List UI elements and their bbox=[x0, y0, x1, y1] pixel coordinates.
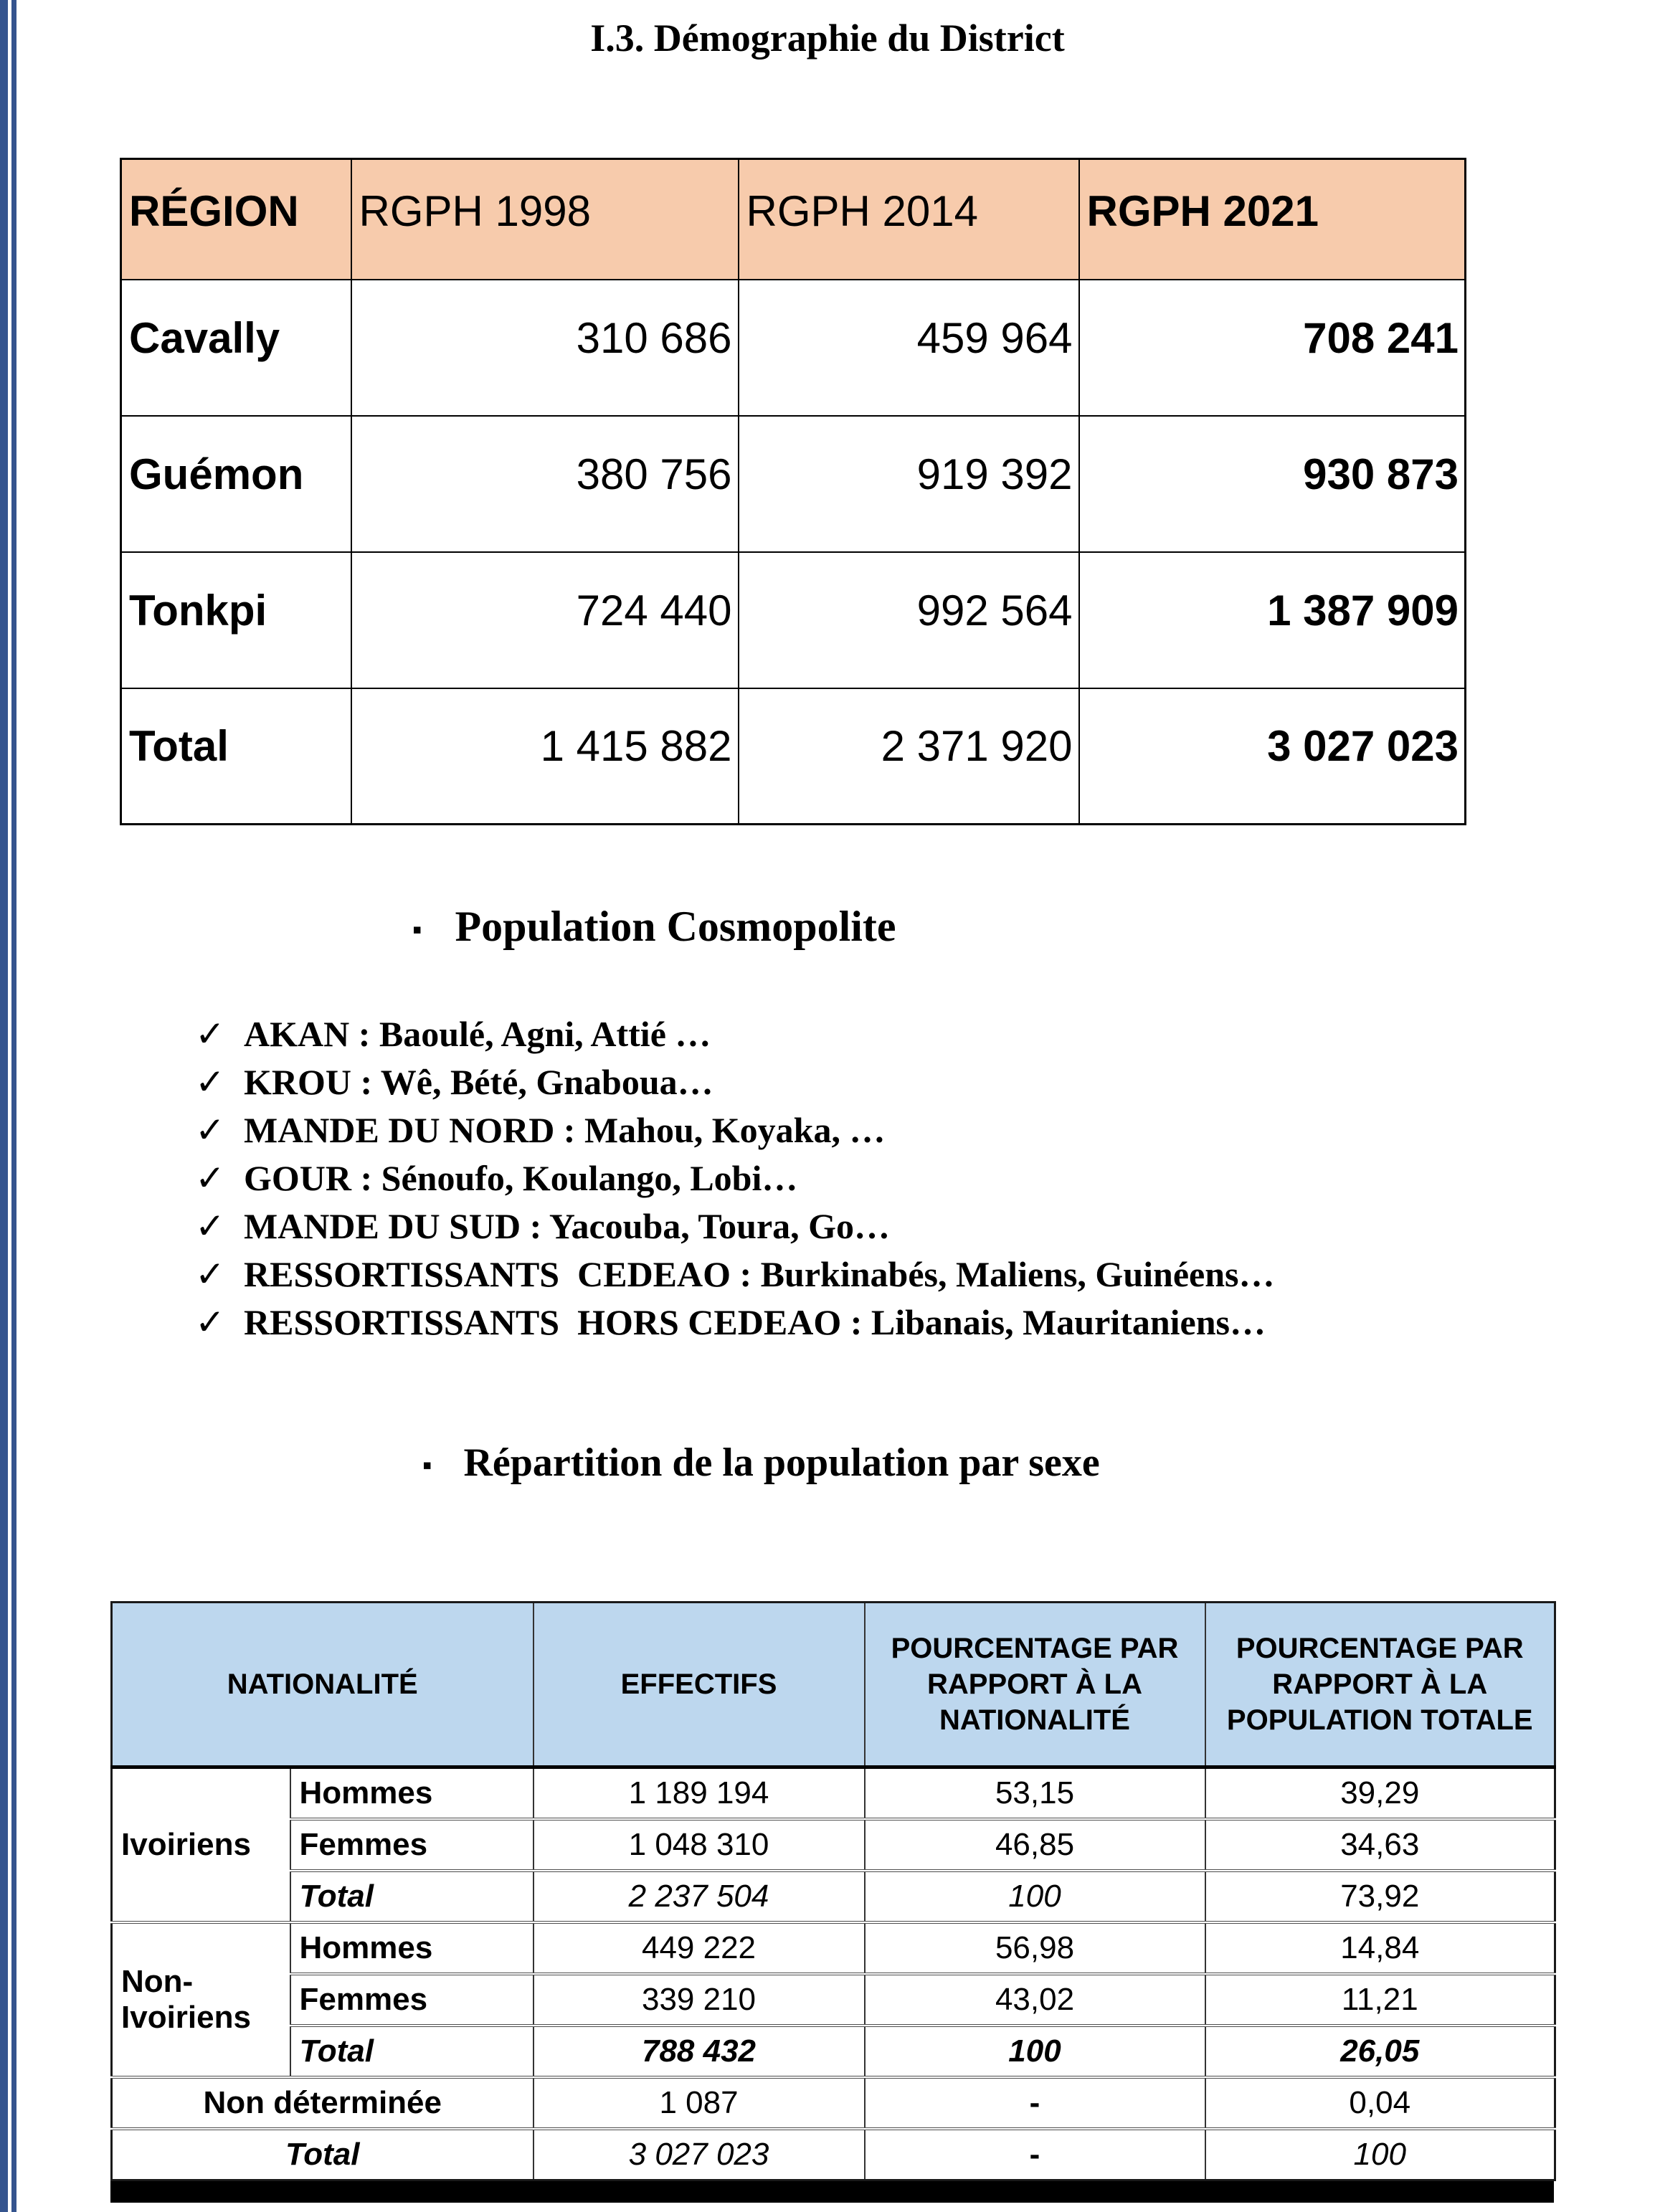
pct-pop-cell: 34,63 bbox=[1205, 1819, 1555, 1871]
table-row-total bbox=[112, 2129, 1555, 2180]
list-item-text: KROU : Wê, Bété, Gnaboua… bbox=[244, 1061, 713, 1102]
effectifs-cell: 339 210 bbox=[534, 1974, 865, 2026]
value-cell: 2 371 920 bbox=[739, 688, 1079, 825]
table-row bbox=[112, 1819, 1555, 1871]
left-border-bar-inner bbox=[11, 0, 16, 2212]
check-icon: ✓ bbox=[195, 1205, 225, 1246]
effectifs-cell: 3 027 023 bbox=[534, 2129, 865, 2180]
list-item bbox=[195, 1202, 1274, 1250]
nationality-sex-table bbox=[110, 1601, 1556, 2181]
region-cell: Tonkpi bbox=[121, 552, 351, 688]
value-cell: 724 440 bbox=[351, 552, 739, 688]
table-row-total bbox=[121, 688, 1466, 825]
pct-nat-cell: - bbox=[865, 2129, 1205, 2180]
check-icon: ✓ bbox=[195, 1013, 225, 1054]
group-label-non-ivoiriens: Non-Ivoiriens bbox=[112, 1922, 290, 2077]
list-item-text: MANDE DU NORD : Mahou, Koyaka, … bbox=[244, 1109, 886, 1150]
table-row bbox=[112, 2026, 1555, 2077]
list-item bbox=[195, 1058, 1274, 1106]
effectifs-cell: 1 189 194 bbox=[534, 1767, 865, 1819]
non-determinee-label-cell: Non déterminée bbox=[112, 2077, 534, 2129]
table-row bbox=[121, 552, 1466, 688]
ethnic-groups-checklist bbox=[195, 1010, 1274, 1346]
value-cell: 992 564 bbox=[739, 552, 1079, 688]
value-cell: 459 964 bbox=[739, 280, 1079, 416]
value-cell: 1 387 909 bbox=[1079, 552, 1466, 688]
table-row bbox=[112, 1974, 1555, 2026]
table-row bbox=[112, 1922, 1555, 1974]
list-item bbox=[195, 1010, 1274, 1058]
check-icon: ✓ bbox=[195, 1109, 225, 1150]
check-icon: ✓ bbox=[195, 1301, 225, 1342]
table-row bbox=[121, 416, 1466, 552]
value-cell: 708 241 bbox=[1079, 280, 1466, 416]
header-nationalite: NATIONALITÉ bbox=[112, 1603, 534, 1767]
pct-pop-cell: 39,29 bbox=[1205, 1767, 1555, 1819]
region-cell: Total bbox=[121, 688, 351, 825]
list-item-text: GOUR : Sénoufo, Koulango, Lobi… bbox=[244, 1157, 798, 1198]
pct-pop-cell: 0,04 bbox=[1205, 2077, 1555, 2129]
table-header-row bbox=[112, 1603, 1555, 1767]
check-icon: ✓ bbox=[195, 1253, 225, 1294]
pct-pop-cell: 26,05 bbox=[1205, 2026, 1555, 2077]
effectifs-cell: 2 237 504 bbox=[534, 1871, 865, 1922]
table-bottom-bar bbox=[110, 2181, 1554, 2203]
value-cell: 930 873 bbox=[1079, 416, 1466, 552]
list-item-text: RESSORTISSANTS HORS CEDEAO : Libanais, Mauritaniens… bbox=[244, 1301, 1266, 1342]
header-pct-nationalite: POURCENTAGE PAR RAPPORT À LA NATIONALITÉ bbox=[865, 1603, 1205, 1767]
region-cell: Cavally bbox=[121, 280, 351, 416]
square-bullet-icon: ▪ bbox=[422, 1451, 432, 1481]
section-heading-population-cosmopolite bbox=[412, 902, 896, 951]
section-title: Répartition de la population par sexe bbox=[463, 1440, 1100, 1485]
page-title: I.3. Démographie du District bbox=[590, 16, 1065, 60]
effectifs-cell: 1 087 bbox=[534, 2077, 865, 2129]
pct-pop-cell: 11,21 bbox=[1205, 1974, 1555, 2026]
header-region: RÉGION bbox=[121, 159, 351, 280]
effectifs-cell: 1 048 310 bbox=[534, 1819, 865, 1871]
table-row bbox=[121, 280, 1466, 416]
list-item-text: AKAN : Baoulé, Agni, Attié … bbox=[244, 1013, 711, 1054]
list-item bbox=[195, 1154, 1274, 1202]
pct-pop-cell: 14,84 bbox=[1205, 1922, 1555, 1974]
list-item bbox=[195, 1106, 1274, 1154]
section-title: Population Cosmopolite bbox=[455, 903, 896, 950]
region-cell: Guémon bbox=[121, 416, 351, 552]
list-item-text: RESSORTISSANTS CEDEAO : Burkinabés, Maliens, Guinéens… bbox=[244, 1253, 1275, 1294]
pct-pop-cell: 73,92 bbox=[1205, 1871, 1555, 1922]
effectifs-cell: 788 432 bbox=[534, 2026, 865, 2077]
left-border-bar-outer bbox=[0, 0, 8, 2212]
table-row bbox=[112, 2077, 1555, 2129]
list-item-text: MANDE DU SUD : Yacouba, Toura, Go… bbox=[244, 1205, 891, 1246]
header-pct-population: POURCENTAGE PAR RAPPORT À LA POPULATION TOTALE bbox=[1205, 1603, 1555, 1767]
pct-nat-cell: 56,98 bbox=[865, 1922, 1205, 1974]
pct-nat-cell: - bbox=[865, 2077, 1205, 2129]
pct-nat-cell: 100 bbox=[865, 1871, 1205, 1922]
table-row bbox=[112, 1871, 1555, 1922]
pct-nat-cell: 46,85 bbox=[865, 1819, 1205, 1871]
pct-pop-cell: 100 bbox=[1205, 2129, 1555, 2180]
total-label-cell: Total bbox=[290, 2026, 534, 2077]
value-cell: 380 756 bbox=[351, 416, 739, 552]
sex-label-cell: Femmes bbox=[290, 1974, 534, 2026]
value-cell: 919 392 bbox=[739, 416, 1079, 552]
table-row bbox=[112, 1767, 1555, 1819]
value-cell: 3 027 023 bbox=[1079, 688, 1466, 825]
table-header-row bbox=[121, 159, 1466, 280]
check-icon: ✓ bbox=[195, 1157, 225, 1198]
total-label-cell: Total bbox=[290, 1871, 534, 1922]
header-rgph-1998: RGPH 1998 bbox=[351, 159, 739, 280]
group-label-ivoiriens: Ivoiriens bbox=[112, 1767, 290, 1922]
sex-label-cell: Hommes bbox=[290, 1922, 534, 1974]
grand-total-label-cell: Total bbox=[112, 2129, 534, 2180]
list-item bbox=[195, 1250, 1274, 1298]
header-effectifs: EFFECTIFS bbox=[534, 1603, 865, 1767]
section-heading-repartition-sexe bbox=[422, 1440, 1100, 1486]
region-census-table bbox=[120, 158, 1466, 825]
header-rgph-2014: RGPH 2014 bbox=[739, 159, 1079, 280]
pct-nat-cell: 43,02 bbox=[865, 1974, 1205, 2026]
effectifs-cell: 449 222 bbox=[534, 1922, 865, 1974]
sex-label-cell: Hommes bbox=[290, 1767, 534, 1819]
header-rgph-2021: RGPH 2021 bbox=[1079, 159, 1466, 280]
square-bullet-icon: ▪ bbox=[412, 914, 422, 945]
pct-nat-cell: 100 bbox=[865, 2026, 1205, 2077]
sex-label-cell: Femmes bbox=[290, 1819, 534, 1871]
check-icon: ✓ bbox=[195, 1061, 225, 1102]
value-cell: 1 415 882 bbox=[351, 688, 739, 825]
value-cell: 310 686 bbox=[351, 280, 739, 416]
list-item bbox=[195, 1298, 1274, 1346]
pct-nat-cell: 53,15 bbox=[865, 1767, 1205, 1819]
